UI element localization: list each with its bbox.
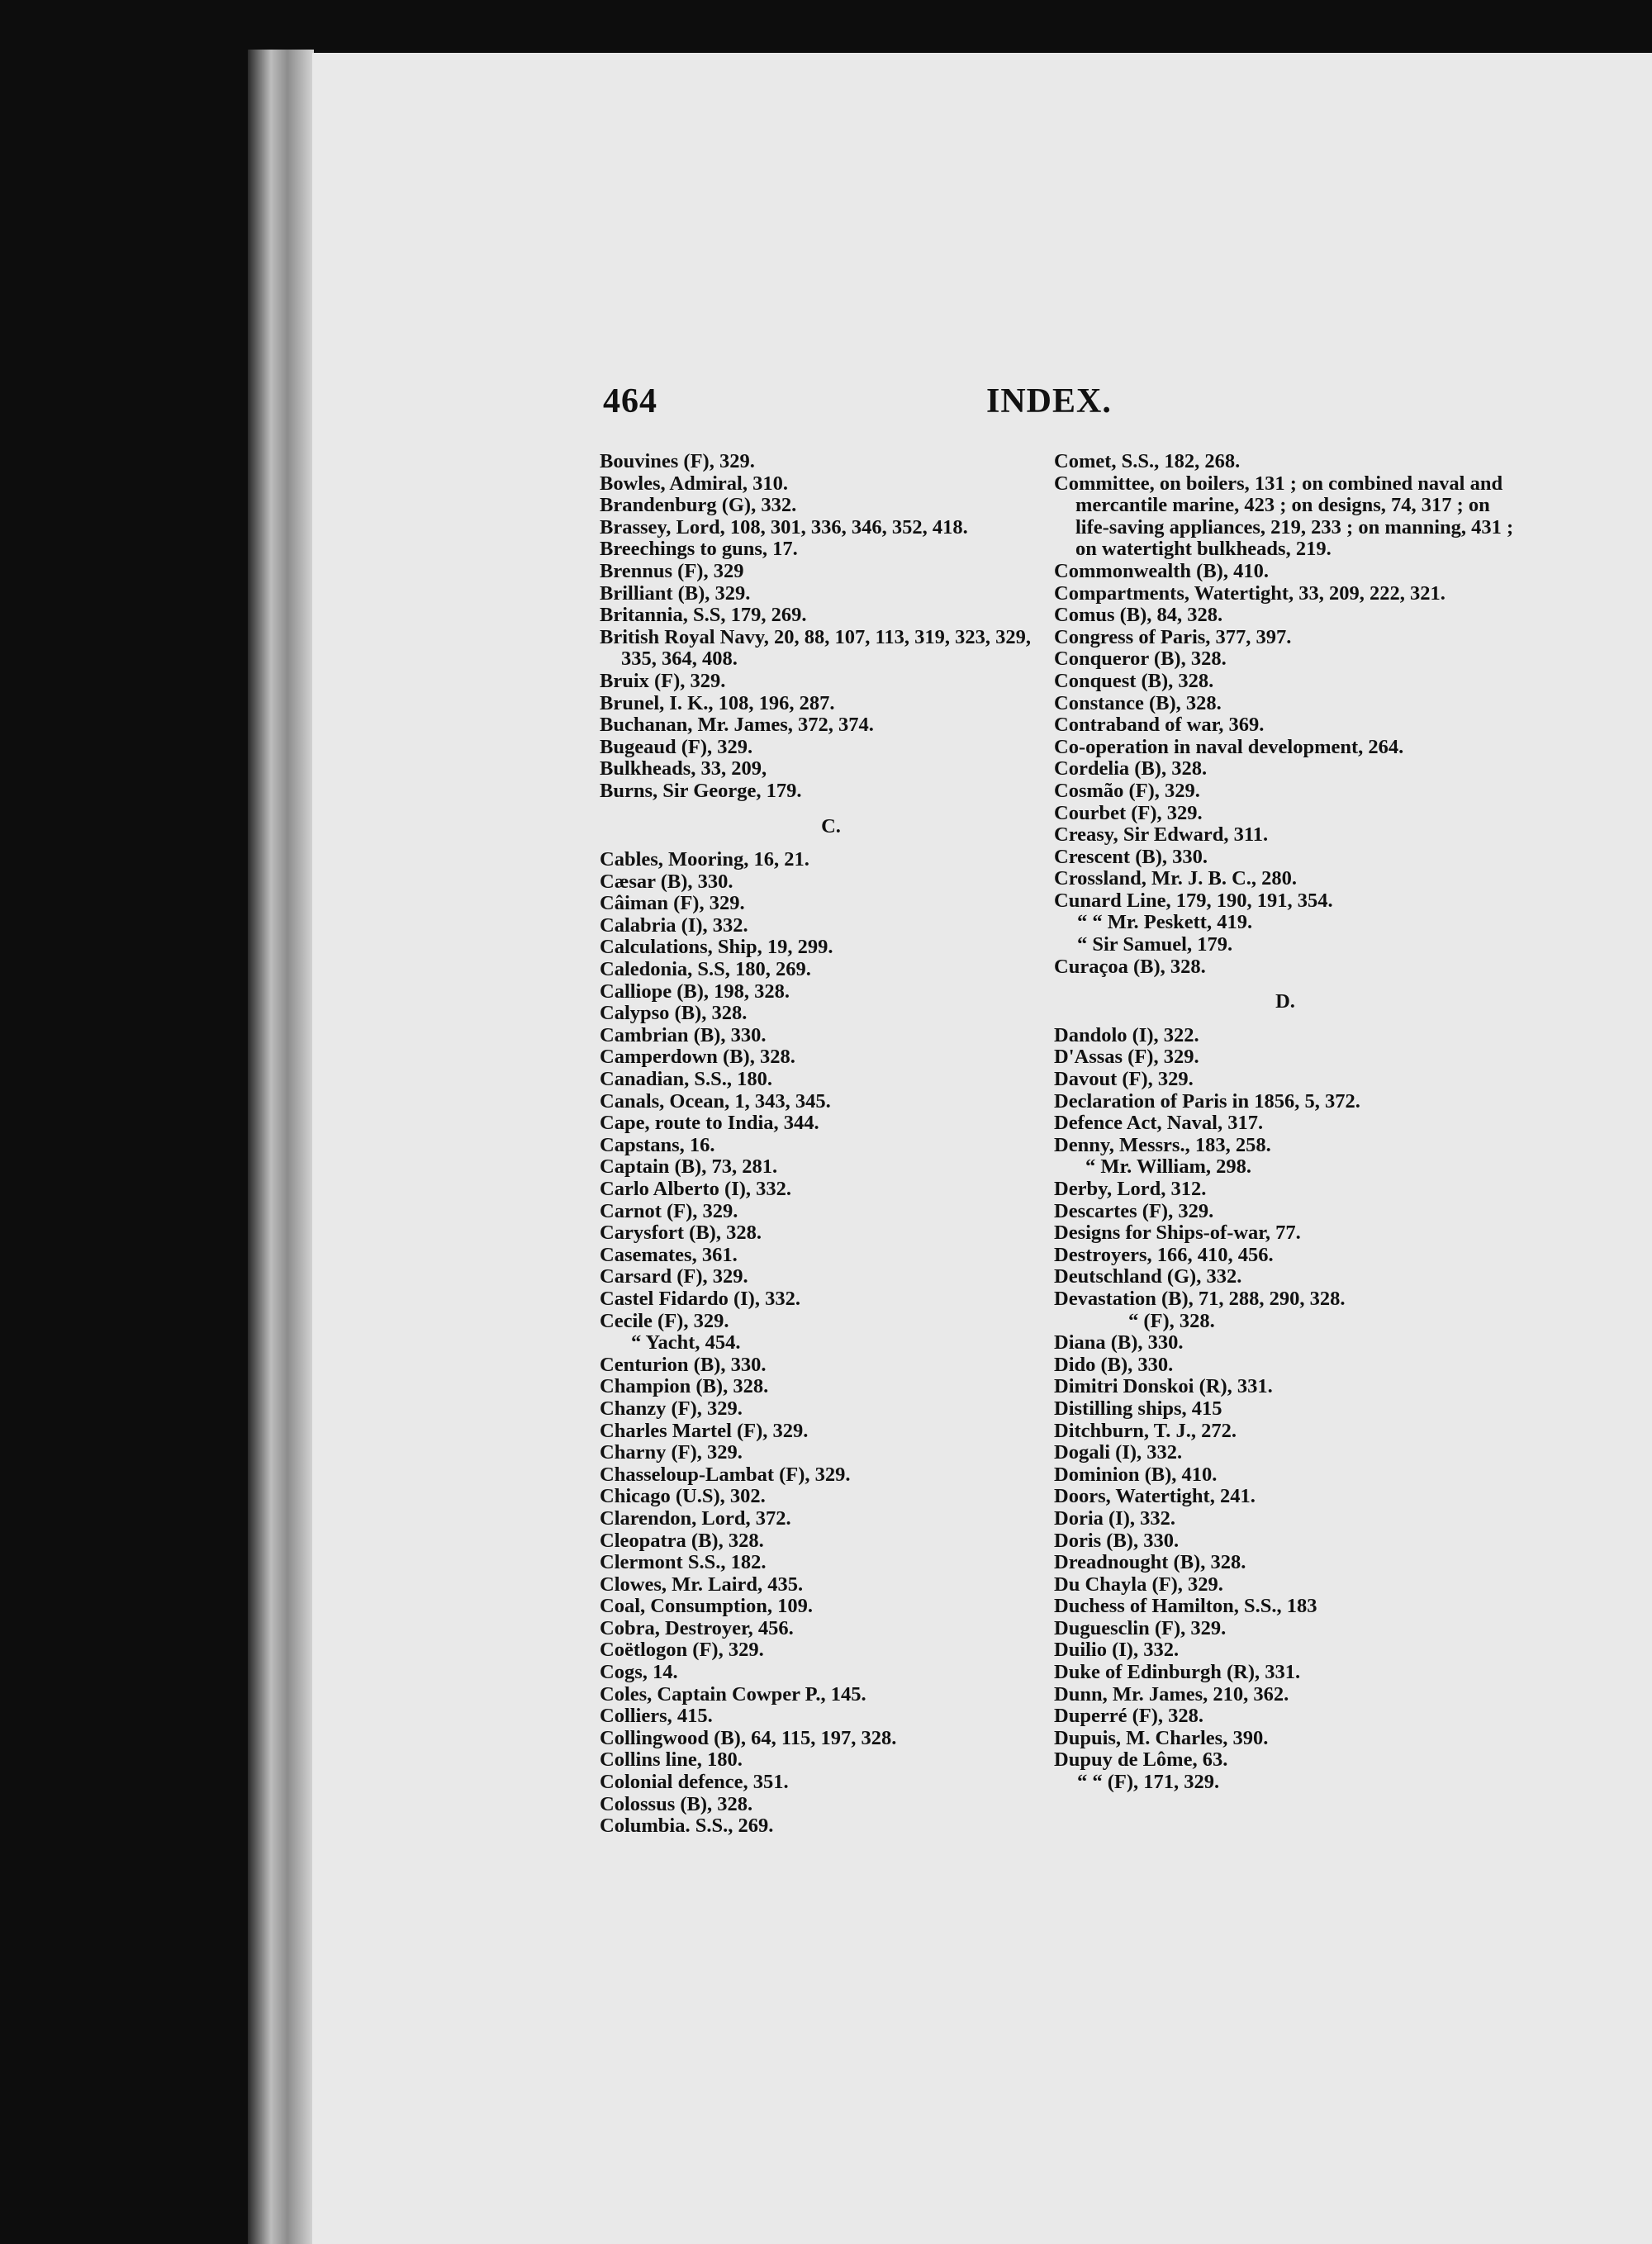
index-entry: Dunn, Mr. James, 210, 362. [1054, 1682, 1289, 1706]
index-entry: Chicago (U.S), 302. [600, 1485, 766, 1508]
index-entry: Brennus (F), 329 [600, 559, 744, 582]
index-entry: Bouvines (F), 329. [600, 450, 755, 472]
index-entry: Du Chayla (F), 329. [1054, 1573, 1223, 1596]
index-entry: Calypso (B), 328. [600, 1002, 748, 1025]
index-entry: Cleopatra (B), 328. [600, 1529, 764, 1552]
index-entry: Carlo Alberto (I), 332. [600, 1178, 792, 1200]
index-entry: Britannia, S.S, 179, 269. [600, 604, 807, 627]
index-entry: Declaration of Paris in 1856, 5, 372. [1054, 1089, 1360, 1113]
index-entry: “ Yacht, 454. [631, 1331, 741, 1354]
index-entry: Compartments, Watertight, 33, 209, 222, 321. [1054, 581, 1446, 605]
index-entry: Duguesclin (F), 329. [1054, 1616, 1227, 1639]
index-entry: “ “ (F), 171, 329. [1077, 1771, 1220, 1794]
index-entry: Derby, Lord, 312. [1054, 1178, 1207, 1200]
index-entry: Doors, Watertight, 241. [1054, 1485, 1256, 1508]
index-entry: Captain (B), 73, 281. [600, 1155, 778, 1179]
index-entry: Comus (B), 84, 328. [1054, 604, 1223, 627]
index-entry: Committee, on boilers, 131 ; on combined naval and mercantile marine, 423 ; on designs, 74, 317 ; on life-saving appliances, 219, 233 ; on manning, 431 ; on watertight bulkheads, 219. [1054, 472, 1514, 561]
index-entry: Chanzy (F), 329. [600, 1397, 743, 1420]
index-entry: Commonwealth (B), 410. [1054, 559, 1269, 582]
index-entry: D'Assas (F), 329. [1054, 1046, 1199, 1069]
index-entry: Bowles, Admiral, 310. [600, 472, 788, 495]
index-entry: Dominion (B), 410. [1054, 1463, 1218, 1486]
index-entry: Brilliant (B), 329. [600, 581, 751, 605]
index-entry: Canals, Ocean, 1, 343, 345. [600, 1089, 831, 1113]
index-entry: Brandenburg (G), 332. [600, 494, 797, 517]
index-entry: Cunard Line, 179, 190, 191, 354. [1054, 889, 1333, 912]
index-entry: Denny, Messrs., 183, 258. [1054, 1133, 1271, 1156]
index-entry: Cogs, 14. [600, 1661, 678, 1684]
index-entry: Congress of Paris, 377, 397. [1054, 625, 1292, 648]
index-entry: Comet, S.S., 182, 268. [1054, 450, 1241, 472]
index-entry: Cecile (F), 329. [600, 1309, 729, 1332]
index-entry: Charny (F), 329. [600, 1441, 743, 1464]
index-entry: Duke of Edinburgh (R), 331. [1054, 1661, 1301, 1684]
index-entry: Câiman (F), 329. [600, 892, 745, 915]
index-entry: Co-operation in naval development, 264. [1054, 735, 1404, 758]
index-entry: Cobra, Destroyer, 456. [600, 1616, 794, 1639]
index-entry: Cambrian (B), 330. [600, 1023, 767, 1046]
index-entry: Brassey, Lord, 108, 301, 336, 346, 352, 418. [600, 515, 968, 538]
index-entry: Dandolo (I), 322. [1054, 1023, 1199, 1046]
index-entry: Capstans, 16. [600, 1133, 715, 1156]
index-entry: Dido (B), 330. [1054, 1353, 1174, 1376]
index-entry: Crescent (B), 330. [1054, 845, 1208, 868]
index-entry: Duilio (I), 332. [1054, 1639, 1180, 1662]
index-entry: Devastation (B), 71, 288, 290, 328. [1054, 1287, 1346, 1310]
index-entry: Doria (I), 332. [1054, 1506, 1175, 1530]
index-entry: Dreadnought (B), 328. [1054, 1551, 1246, 1574]
index-entry: Bruix (F), 329. [600, 669, 726, 692]
index-entry: Duperré (F), 328. [1054, 1705, 1203, 1728]
index-entry: “ (F), 328. [1128, 1309, 1215, 1332]
index-entry: Contraband of war, 369. [1054, 714, 1265, 737]
index-entry: Cæsar (B), 330. [600, 870, 733, 893]
index-entry: Collingwood (B), 64, 115, 197, 328. [600, 1726, 897, 1749]
running-head: INDEX. [986, 382, 1112, 420]
index-column-right [1054, 451, 1517, 1794]
index-entry: Coëtlogon (F), 329. [600, 1639, 764, 1662]
index-entry: Doris (B), 330. [1054, 1529, 1180, 1552]
index-entry: Clermont S.S., 182. [600, 1551, 767, 1574]
index-entry: Castel Fidardo (I), 332. [600, 1287, 800, 1310]
index-entry: Clowes, Mr. Laird, 435. [600, 1573, 804, 1596]
index-entry: Davout (F), 329. [1054, 1068, 1194, 1091]
index-entry: Calculations, Ship, 19, 299. [600, 936, 833, 959]
index-entry: Distilling ships, 415 [1054, 1397, 1222, 1420]
index-entry: “ “ Mr. Peskett, 419. [1077, 911, 1253, 934]
index-entry: Charles Martel (F), 329. [600, 1419, 809, 1442]
index-entry: Designs for Ships-of-war, 77. [1054, 1222, 1301, 1245]
index-entry: Cosmão (F), 329. [1054, 779, 1200, 802]
index-entry: Casemates, 361. [600, 1243, 738, 1266]
index-entry: Canadian, S.S., 180. [600, 1068, 773, 1091]
index-entry: Centurion (B), 330. [600, 1353, 767, 1376]
index-entry: Bulkheads, 33, 209, [600, 757, 767, 780]
index-entry: Dupuis, M. Charles, 390. [1054, 1726, 1269, 1749]
index-entry: Deutschland (G), 332. [1054, 1265, 1242, 1288]
index-entry: Diana (B), 330. [1054, 1331, 1184, 1354]
index-entry: Carysfort (B), 328. [600, 1222, 762, 1245]
index-entry: Dupuy de Lôme, 63. [1054, 1748, 1228, 1772]
index-entry: Constance (B), 328. [1054, 691, 1222, 714]
index-entry: Burns, Sir George, 179. [600, 779, 802, 802]
index-entry: Clarendon, Lord, 372. [600, 1506, 791, 1530]
index-entry: Breechings to guns, 17. [600, 538, 798, 561]
index-entry: Colliers, 415. [600, 1705, 713, 1728]
index-entry: Carsard (F), 329. [600, 1265, 748, 1288]
section-letter-c: C. [821, 814, 841, 837]
index-entry: Camperdown (B), 328. [600, 1046, 795, 1069]
index-entry: Duchess of Hamilton, S.S., 183 [1054, 1595, 1317, 1618]
index-entry: Colossus (B), 328. [600, 1792, 753, 1815]
book-edge [248, 50, 314, 2244]
index-entry: Conqueror (B), 328. [1054, 648, 1227, 671]
index-entry: Colonial defence, 351. [600, 1771, 789, 1794]
index-entry: Creasy, Sir Edward, 311. [1054, 823, 1269, 847]
index-entry: British Royal Navy, 20, 88, 107, 113, 319, 323, 329, 335, 364, 408. [600, 625, 1032, 671]
index-entry: “ Sir Samuel, 179. [1077, 933, 1233, 956]
index-entry: Collins line, 180. [600, 1748, 743, 1772]
section-letter-d: D. [1275, 990, 1295, 1013]
index-column-left [600, 451, 1062, 1838]
index-entry: Brunel, I. K., 108, 196, 287. [600, 691, 835, 714]
index-entry: Defence Act, Naval, 317. [1054, 1112, 1264, 1135]
index-entry: Champion (B), 328. [600, 1375, 769, 1398]
index-entry: Descartes (F), 329. [1054, 1199, 1214, 1222]
index-entry: Coles, Captain Cowper P., 145. [600, 1682, 866, 1706]
index-entry: Cape, route to India, 344. [600, 1112, 819, 1135]
index-entry: Cables, Mooring, 16, 21. [600, 848, 809, 871]
index-entry: Carnot (F), 329. [600, 1199, 738, 1222]
index-entry: Crossland, Mr. J. B. C., 280. [1054, 867, 1298, 890]
index-entry: Bugeaud (F), 329. [600, 735, 753, 758]
index-entry: Caledonia, S.S, 180, 269. [600, 958, 811, 981]
index-entry: Calabria (I), 332. [600, 913, 748, 937]
index-entry: “ Mr. William, 298. [1085, 1155, 1252, 1179]
index-entry: Coal, Consumption, 109. [600, 1595, 813, 1618]
index-entry: Chasseloup-Lambat (F), 329. [600, 1463, 851, 1486]
index-entry: Courbet (F), 329. [1054, 801, 1203, 824]
index-entry: Conquest (B), 328. [1054, 669, 1214, 692]
page-number: 464 [603, 382, 657, 420]
book-page [312, 53, 1652, 2244]
index-entry: Columbia. S.S., 269. [600, 1815, 774, 1838]
index-entry: Cordelia (B), 328. [1054, 757, 1208, 780]
index-entry: Curaçoa (B), 328. [1054, 955, 1206, 978]
index-entry: Dimitri Donskoi (R), 331. [1054, 1375, 1273, 1398]
index-entry: Destroyers, 166, 410, 456. [1054, 1243, 1274, 1266]
index-entry: Ditchburn, T. J., 272. [1054, 1419, 1237, 1442]
index-entry: Calliope (B), 198, 328. [600, 980, 790, 1003]
index-entry: Dogali (I), 332. [1054, 1441, 1183, 1464]
index-entry: Buchanan, Mr. James, 372, 374. [600, 714, 874, 737]
